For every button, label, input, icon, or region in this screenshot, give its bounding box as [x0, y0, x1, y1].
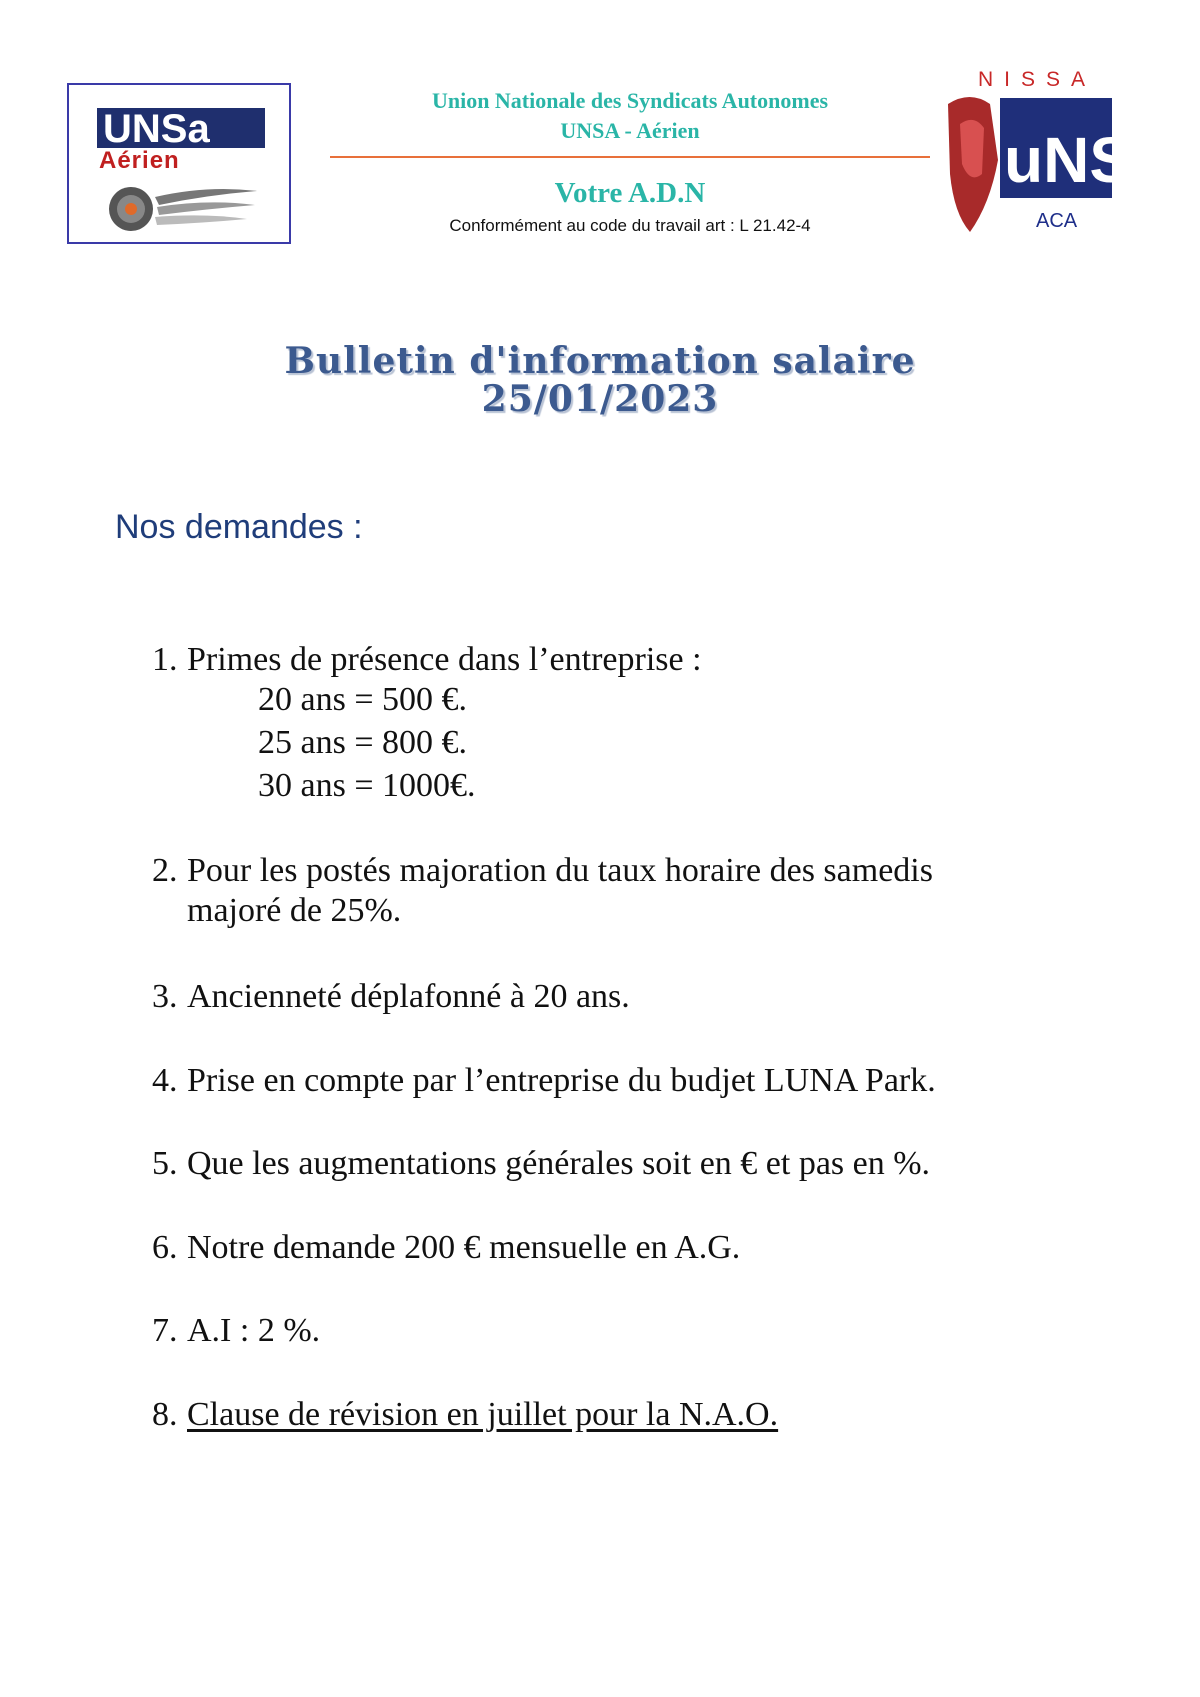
list-item: [152, 640, 702, 680]
list-item-continuation: majoré de 25%.: [187, 892, 402, 929]
list-item-number: 6.: [152, 1229, 178, 1266]
list-item-number: 3.: [152, 978, 178, 1015]
org-branch: UNSA - Aérien: [560, 118, 700, 143]
list-item: [152, 1395, 778, 1435]
unsa-aerien-logo: [67, 83, 291, 244]
header-divider: [330, 156, 930, 158]
unsa-aca-logo: [940, 64, 1168, 242]
logo-top-text: NISSA: [978, 68, 1097, 91]
list-item-text: Ancienneté déplafonné à 20 ans.: [187, 978, 630, 1015]
list-item: [152, 1061, 936, 1101]
list-item-number: 2.: [152, 852, 178, 889]
list-item-number: 7.: [152, 1312, 178, 1349]
unsa-aca-emblem-graphic: [940, 64, 1168, 242]
header-organization: [330, 86, 930, 146]
list-item-text: Clause de révision en juillet pour la N.A.O.: [187, 1396, 779, 1433]
svg-text:uNSa: uNSa: [1004, 124, 1168, 196]
bonus-tier: 20 ans = 500 €.: [258, 681, 467, 718]
bulletin-date: 25/01/2023: [481, 378, 719, 420]
law-reference: Conformément au code du travail art : L 21.42-4: [449, 216, 811, 235]
list-item: [152, 1144, 930, 1184]
list-item-number: 1.: [152, 641, 178, 678]
list-item: [152, 1228, 740, 1268]
list-item-text: Primes de présence dans l’entreprise :: [187, 641, 702, 678]
bonus-tier: 25 ans = 800 €.: [258, 724, 467, 761]
list-item: [152, 1311, 320, 1351]
list-item-text: Que les augmentations générales soit en € et pas en %.: [187, 1145, 931, 1182]
wheel-wing-icon: [97, 183, 267, 235]
svg-text:UNSa: UNSa: [103, 107, 210, 151]
list-item-text: Prise en compte par l’entreprise du budjet LUNA Park.: [187, 1062, 936, 1099]
bonus-tier: 30 ans = 1000€.: [258, 767, 476, 804]
list-item-text: Notre demande 200 € mensuelle en A.G.: [187, 1229, 741, 1266]
list-item-text: Pour les postés majoration du taux horaire des samedis: [187, 852, 933, 889]
list-item: [152, 977, 630, 1017]
list-item-number: 5.: [152, 1145, 178, 1182]
list-item: [152, 851, 933, 931]
section-heading: Nos demandes :: [115, 508, 363, 546]
list-item-number: 8.: [152, 1396, 178, 1433]
header-adn: Votre A.D.N: [554, 177, 706, 209]
bulletin-title: Bulletin d'information salaire: [284, 340, 916, 382]
logo-bottom-text: ACA: [1036, 210, 1078, 232]
logo-subtitle: Aérien: [99, 147, 180, 174]
list-item-text: A.I : 2 %.: [187, 1312, 321, 1349]
org-name: Union Nationale des Syndicats Autonomes: [431, 88, 829, 113]
list-item-number: 4.: [152, 1062, 178, 1099]
